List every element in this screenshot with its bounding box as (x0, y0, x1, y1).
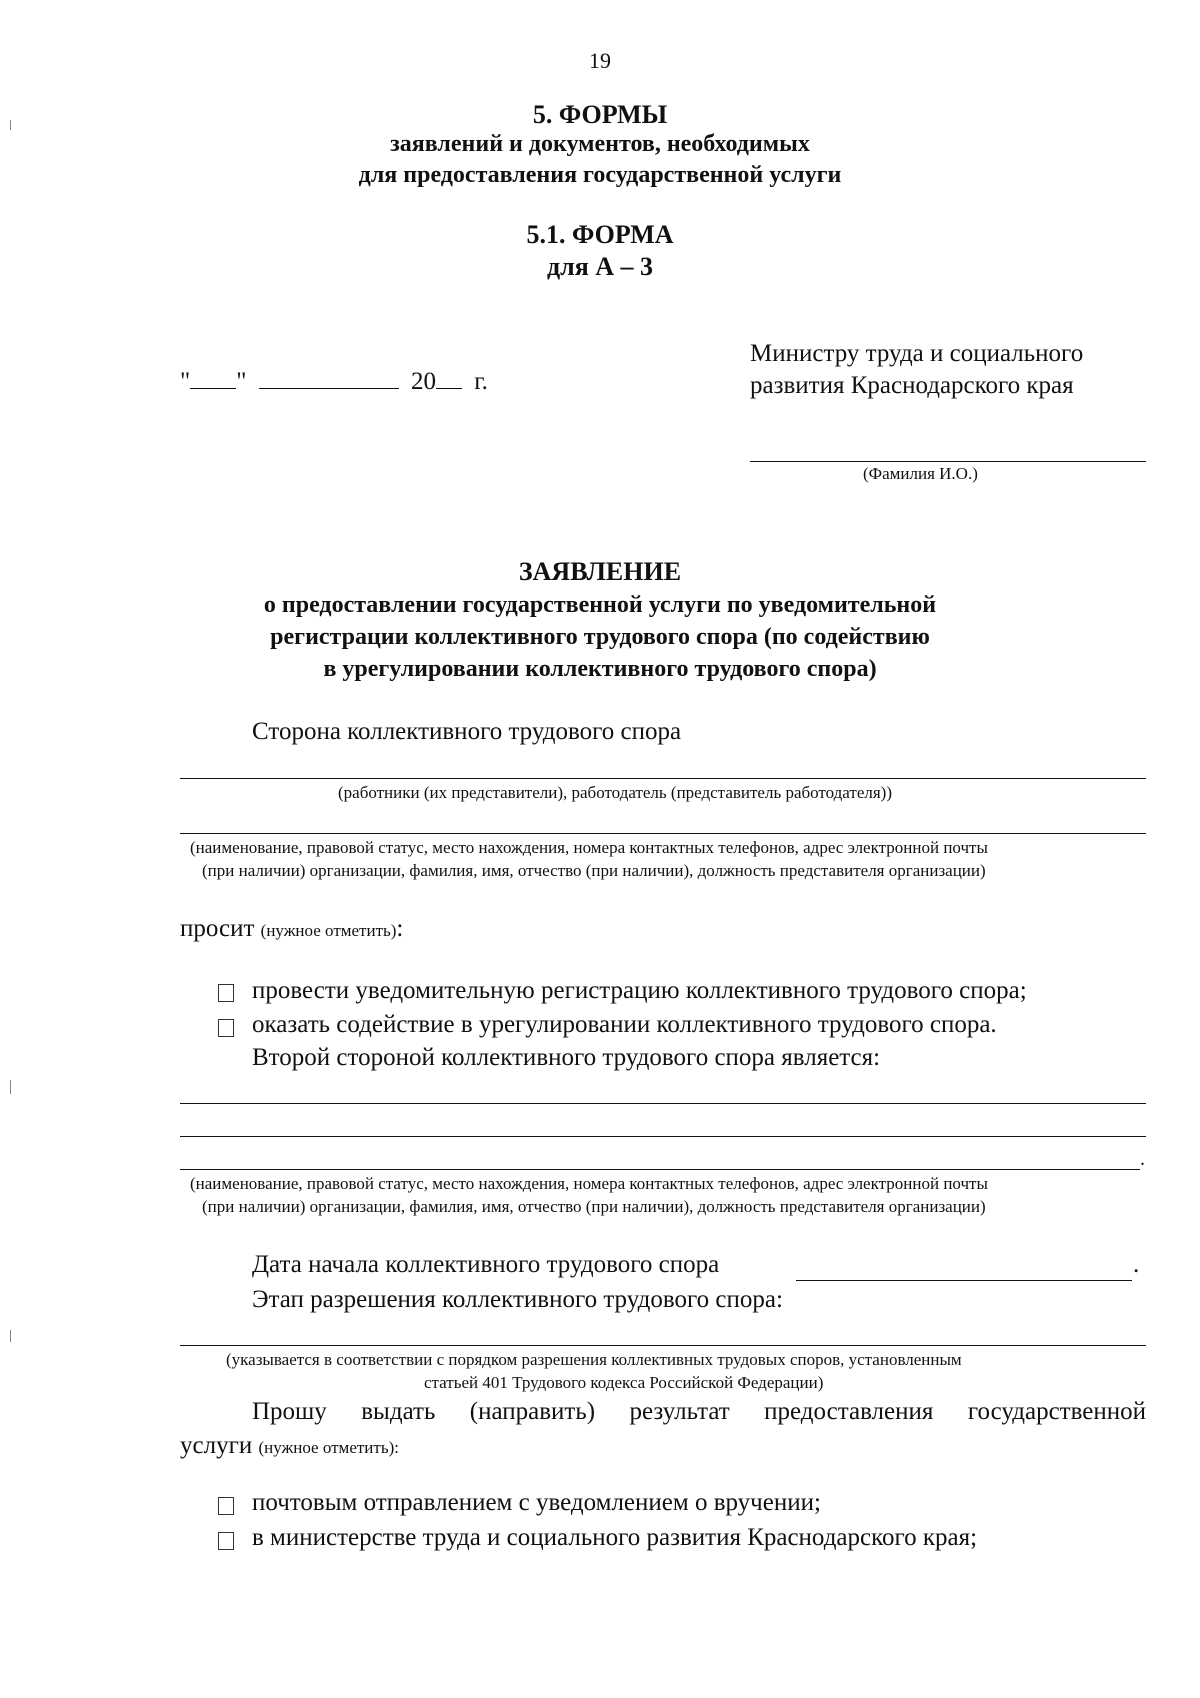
second-party-field-1[interactable] (180, 1103, 1146, 1104)
statement-line1: о предоставлении государственной услуги по уведомительной (263, 592, 937, 618)
start-date-label: Дата начала коллективного трудового спора (252, 1251, 720, 1278)
second-party-label: Второй стороной коллективного трудового спора является: (252, 1044, 881, 1071)
registration-checkbox[interactable] (218, 984, 234, 1002)
section-title: 5. ФОРМЫ (532, 100, 668, 129)
start-date-field[interactable] (796, 1280, 1132, 1281)
second-party-field-3[interactable] (180, 1169, 1140, 1170)
assistance-option-label: оказать содействие в урегулировании коллективного трудового спора. (252, 1011, 997, 1038)
postal-delivery-checkbox[interactable] (218, 1497, 234, 1515)
registration-option-label: провести уведомительную регистрацию коллективного трудового спора; (252, 977, 1027, 1004)
addressee-name-field[interactable] (750, 461, 1146, 462)
scan-mark (10, 1330, 11, 1342)
party-type-caption: (работники (их представители), работодатель (представитель работодателя)) (338, 783, 892, 802)
stage-caption-line2: статьей 401 Трудового кодекса Российской Федерации) (424, 1373, 824, 1392)
party-details-field[interactable] (180, 833, 1146, 834)
party-details-caption-line1: (наименование, правовой статус, место нахождения, номера контактных телефонов, адрес электронной почты (190, 838, 988, 857)
addressee-name-caption: (Фамилия И.О.) (863, 464, 978, 483)
ministry-pickup-checkbox[interactable] (218, 1532, 234, 1550)
form-title: 5.1. ФОРМА (526, 220, 674, 249)
section-subtitle-line2: для предоставления государственной услуги (358, 162, 842, 188)
request-line (180, 915, 403, 943)
year-prefix: 20 (410, 368, 436, 395)
form-subtitle: для А – 3 (546, 252, 654, 281)
ministry-pickup-label: в министерстве труда и социального развития Краснодарского края; (252, 1524, 978, 1551)
month-blank[interactable] (259, 370, 399, 389)
second-party-caption-line1: (наименование, правовой статус, место нахождения, номера контактных телефонов, адрес электронной почты (190, 1174, 988, 1193)
date-close-quote: " (236, 368, 247, 395)
request-word: просит (180, 915, 255, 942)
second-party-end-dot: . (1140, 1148, 1145, 1170)
year-suffix: г. (474, 368, 488, 395)
statement-line2: регистрации коллективного трудового спора (по содействию (270, 624, 930, 650)
postal-delivery-label: почтовым отправлением с уведомлением о вручении; (252, 1489, 821, 1516)
result-word: услуги (180, 1432, 253, 1459)
party-details-caption-line2: (при наличии) организации, фамилия, имя, отчество (при наличии), должность представителя организации) (202, 861, 986, 880)
stage-caption-line1: (указывается в соответствии с порядком разрешения коллективных трудовых споров, установленным (226, 1350, 962, 1369)
addressee-line2: развития Краснодарского края (750, 372, 1074, 399)
day-blank[interactable] (190, 370, 236, 389)
request-colon: : (396, 915, 404, 942)
date-open-quote: " (180, 368, 191, 395)
scan-mark (10, 1080, 11, 1094)
stage-field[interactable] (180, 1345, 1146, 1346)
date-line (180, 368, 488, 396)
stage-label: Этап разрешения коллективного трудового спора: (252, 1286, 783, 1313)
section-subtitle-line1: заявлений и документов, необходимых (390, 131, 810, 157)
result-request-line2 (180, 1432, 399, 1460)
result-hint: (нужное отметить): (258, 1438, 399, 1457)
addressee-line1: Министру труда и социального (750, 340, 1084, 367)
year-blank[interactable] (436, 370, 462, 389)
party-type-field[interactable] (180, 778, 1146, 779)
second-party-field-2[interactable] (180, 1136, 1146, 1137)
scan-mark (10, 120, 11, 130)
second-party-caption-line2: (при наличии) организации, фамилия, имя, отчество (при наличии), должность представителя организации) (202, 1197, 986, 1216)
start-date-dot: . (1133, 1251, 1140, 1278)
result-request-line1: Прошу выдать (направить) результат предоставления государственной (252, 1398, 1146, 1425)
page-number: 19 (589, 48, 611, 73)
assistance-checkbox[interactable] (218, 1019, 234, 1037)
statement-line3: в урегулировании коллективного трудового спора) (323, 656, 877, 682)
statement-title: ЗАЯВЛЕНИЕ (518, 557, 682, 586)
party-label: Сторона коллективного трудового спора (252, 718, 682, 745)
request-hint: (нужное отметить) (260, 921, 397, 940)
